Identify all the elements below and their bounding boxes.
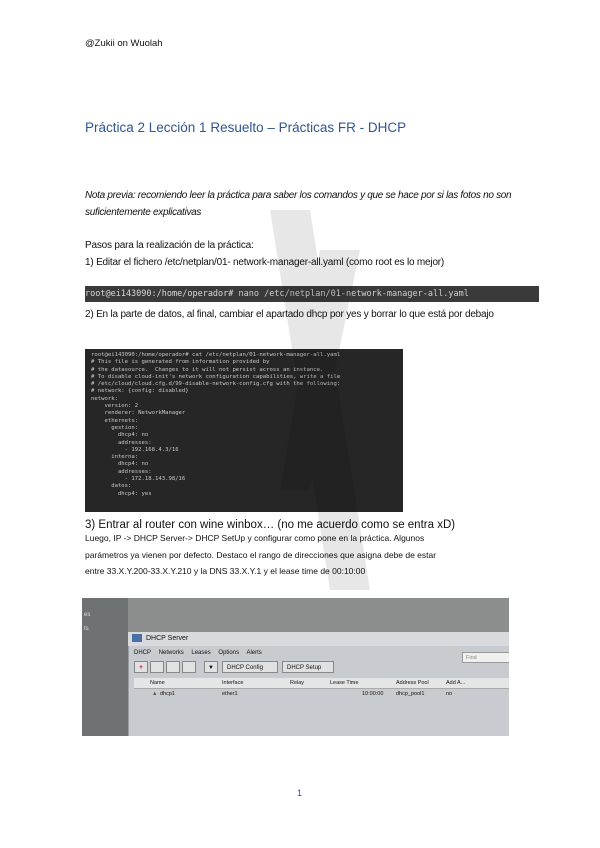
enable-icon[interactable] (166, 661, 180, 673)
page-number: 1 (297, 788, 303, 798)
terminal-line: version: 2 (91, 403, 139, 410)
terminal-screenshot-2 (85, 349, 403, 512)
terminal-line: root@ei143090:/home/operador# cat /etc/netplan/01-network-manager-all.yaml (91, 352, 341, 358)
disable-icon[interactable] (182, 661, 196, 673)
column-interface[interactable]: Interface (222, 680, 244, 686)
terminal-line: # network: {config: disabled} (91, 388, 189, 395)
terminal-line: dhcp4: no (91, 432, 149, 439)
tab-alerts[interactable]: Alerts (246, 650, 262, 656)
page-header-author: @Zukii on Wuolah (85, 38, 163, 49)
terminal-line: ethernets: (91, 417, 139, 424)
tab-dhcp[interactable]: DHCP (134, 650, 152, 656)
row-name: dhcp1 (160, 691, 175, 697)
remove-icon[interactable] (150, 661, 164, 673)
dhcp-setup-button[interactable]: DHCP Setup (282, 661, 334, 673)
window-icon (132, 634, 142, 642)
row-add-arp: no (446, 691, 453, 697)
tab-options[interactable]: Options (218, 650, 240, 656)
winbox-screenshot (82, 598, 509, 736)
column-relay[interactable]: Relay (290, 680, 305, 686)
row-interface: ether1 (222, 691, 238, 697)
find-input[interactable]: Find (462, 652, 509, 663)
step-3-line-1: Luego, IP -> DHCP Server-> DHCP SetUp y configurar como pone en la práctica. Algunos (85, 533, 425, 543)
terminal-line: addresses: (91, 468, 152, 475)
server-icon: ▲ (152, 691, 158, 697)
step-2-text: 2) En la parte de datos, al final, cambiar el apartado dhcp por yes y borrar lo que está por debajo (85, 309, 494, 320)
tab-networks[interactable]: Networks (158, 650, 184, 656)
terminal-prompt: root@ei143090:/home/operador# (85, 289, 234, 299)
step-3-line-3: entre 33.X.Y.200-33.X.Y.210 y la DNS 33.X.Y.1 y el lease time de 00:10:00 (85, 566, 366, 576)
terminal-command: nano /etc/netplan/01-network-manager-all.yaml (233, 289, 469, 299)
filter-icon[interactable]: ▼ (204, 661, 218, 673)
terminal-line: dhcp4: yes (91, 490, 152, 497)
terminal-line: network: (91, 395, 118, 402)
column-lease-time[interactable]: Lease Time (330, 680, 359, 686)
terminal-line: interna: (91, 454, 139, 461)
row-address-pool: dhcp_pool1 (396, 691, 425, 697)
table-row[interactable] (134, 689, 509, 699)
terminal-line: gestion: (91, 424, 139, 431)
terminal-line: - 172.18.143.98/16 (91, 476, 186, 483)
terminal-line: - 192.168.4.3/16 (91, 446, 179, 453)
dhcp-config-button[interactable]: DHCP Config (222, 661, 278, 673)
left-label-1: es (84, 612, 91, 618)
document-title: Práctica 2 Lección 1 Resuelto – Prácticas FR - DHCP (85, 120, 407, 135)
dhcp-tabs (134, 650, 268, 656)
table-header (134, 678, 509, 689)
dhcp-server-titlebar (128, 632, 509, 646)
column-add-arp[interactable]: Add A... (446, 680, 466, 686)
step-3-heading: 3) Entrar al router con wine winbox… (no me acuerdo como se entra xD) (85, 519, 456, 531)
terminal-line: dhcp4: no (91, 461, 149, 468)
terminal-line: # This file is generated from information provided by (91, 359, 270, 366)
row-lease-time: 10:00:00 (362, 691, 384, 697)
winbox-left-panel (82, 598, 128, 736)
step-1-text: 1) Editar el fichero /etc/netplan/01- network-manager-all.yaml (como root es lo mejor) (85, 257, 445, 268)
preliminary-note: Nota previa: recomiendo leer la práctica para saber los comandos y que se hace por si las fotos no son suficientemente explicativas (85, 190, 512, 218)
terminal-line: # /etc/cloud/cloud.cfg.d/99-disable-network-config.cfg with the following: (91, 381, 341, 388)
terminal-line: addresses: (91, 439, 152, 446)
add-icon[interactable]: + (134, 661, 148, 673)
steps-intro: Pasos para la realización de la práctica: (85, 240, 254, 251)
window-title: DHCP Server (146, 635, 189, 642)
column-address-pool[interactable]: Address Pool (396, 680, 429, 686)
terminal-line: # To disable cloud-init's network configuration capabilities, write a file (91, 373, 341, 380)
terminal-line: renderer: NetworkManager (91, 410, 186, 417)
left-label-2: ts (84, 626, 89, 632)
step-3-line-2: parámetros ya vienen por defecto. Destaco el rango de direcciones que asigna debe de estar (85, 550, 437, 560)
column-name[interactable]: Name (150, 680, 165, 686)
terminal-line: datos: (91, 483, 132, 490)
tab-leases[interactable]: Leases (191, 650, 211, 656)
terminal-screenshot-1 (85, 286, 539, 302)
terminal-line: # the datasource. Changes to it will not persist across an instance. (91, 366, 324, 373)
